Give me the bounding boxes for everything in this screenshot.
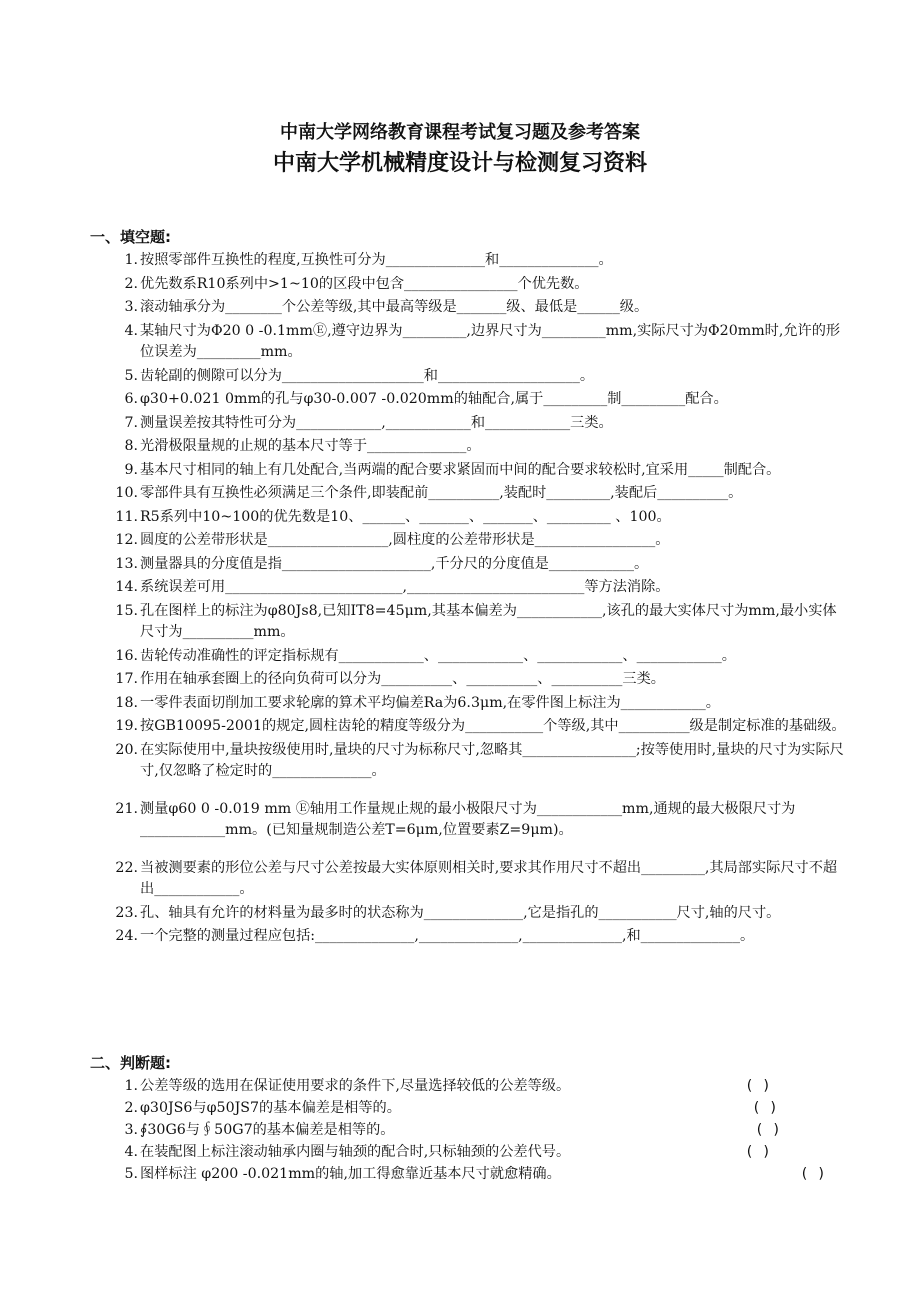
answer-blank[interactable]: ( ): [745, 1078, 771, 1094]
question-text: 按GB10095-2001的规定,圆柱齿轮的精度等级分为___________个等级,其中__________级是制定标准的基础级。: [140, 718, 846, 734]
question-text: 基本尺寸相同的轴上有几处配合,当两端的配合要求紧固而中间的配合要求较松时,宜采用_____制配合。: [140, 461, 781, 478]
question-text: 圆度的公差带形状是_________________,圆柱度的公差带形状是_________________。: [140, 532, 670, 548]
question-number: 19.: [115, 718, 138, 734]
question-text: 一个完整的测量过程应包括:______________,______________,______________,和______________。: [140, 928, 755, 944]
fill-in-question: [113, 460, 848, 482]
question-number: 3.: [124, 1122, 138, 1138]
question-text: R5系列中10~100的优先数是10、______、_______、_______、_________ 、100。: [140, 508, 671, 525]
question-text: 一零件表面切削加工要求轮廓的算术平均偏差Ra为6.3μm,在零件图上标注为____________。: [140, 694, 720, 711]
answer-blank[interactable]: ( ): [800, 1166, 826, 1182]
question-number: 15.: [115, 602, 138, 619]
question-number: 22.: [115, 859, 138, 876]
section-heading-fill-in: 一、填空题:: [90, 228, 171, 246]
question-text: 系统误差可用_________________________,_________________________等方法消除。: [140, 579, 670, 595]
fill-in-question: [113, 926, 848, 948]
question-text: 优先数系R10系列中>1~10的区段中包含________________个优先数。: [140, 275, 589, 292]
question-number: 10.: [115, 485, 138, 501]
question-number: 17.: [115, 671, 138, 687]
fill-in-question: [113, 858, 848, 901]
question-text: 作用在轴承套圈上的径向负荷可以分为__________、__________、__________三类。: [140, 671, 665, 687]
question-number: 9.: [124, 461, 138, 478]
question-number: 13.: [115, 555, 138, 572]
question-number: 14.: [115, 579, 138, 595]
fill-in-question: [113, 740, 848, 783]
fill-in-question: [113, 483, 848, 505]
question-number: 2.: [124, 1100, 138, 1116]
question-number: 23.: [115, 904, 138, 921]
question-text: 在装配图上标注滚动轴承内圈与轴颈的配合时,只标轴颈的公差代号。: [140, 1144, 571, 1160]
fill-in-question: [113, 297, 848, 319]
fill-in-question: [113, 577, 848, 599]
question-number: 5.: [124, 367, 138, 384]
fill-in-question: [113, 507, 848, 529]
question-text: 某轴尺寸为Φ20 0 -0.1mmⒺ,遵守边界为_________,边界尺寸为_________mm,实际尺寸为Φ20mm时,允许的形位误差为_________mm。: [140, 322, 841, 360]
question-number: 5.: [124, 1166, 138, 1182]
question-text: 零部件具有互换性必须满足三个条件,即装配前__________,装配时_________,装配后__________。: [140, 485, 743, 501]
fill-in-question: [113, 321, 848, 364]
true-false-question: [113, 1141, 848, 1163]
question-number: 1.: [124, 1078, 138, 1094]
fill-in-question: [113, 646, 848, 668]
fill-in-question: [113, 799, 848, 842]
question-number: 8.: [124, 438, 138, 454]
fill-in-question: [113, 554, 848, 576]
question-number: 7.: [124, 414, 138, 431]
fill-in-question: [113, 693, 848, 715]
true-false-question-list: [0, 1075, 920, 1185]
question-number: 6.: [124, 391, 138, 407]
question-text: 光滑极限量规的止规的基本尺寸等于______________。: [140, 438, 481, 454]
question-text: 测量φ60 0 -0.019 mm Ⓔ轴用工作量规止规的最小极限尺寸为____________mm,通规的最大极限尺寸为____________mm。(已知量规制造公差T=6μm,位置要素Z=9μm)。: [140, 800, 796, 838]
question-text: 孔在图样上的标注为φ80Js8,已知IT8=45μm,其基本偏差为____________,该孔的最大实体尺寸为mm,最小实体尺寸为__________mm。: [140, 602, 837, 640]
question-text: 按照零部件互换性的程度,互换性可分为______________和______________。: [140, 252, 613, 268]
question-number: 4.: [124, 322, 138, 339]
fill-in-question: [113, 389, 848, 411]
answer-blank[interactable]: ( ): [745, 1144, 771, 1160]
fill-in-question: [113, 366, 848, 388]
question-text: ∮30G6与∮50G7的基本偏差是相等的。: [140, 1122, 395, 1138]
question-text: 公差等级的选用在保证使用要求的条件下,尽量选择较低的公差等级。: [140, 1078, 571, 1094]
question-number: 18.: [115, 694, 138, 711]
fill-in-question: [113, 274, 848, 296]
question-number: 24.: [115, 928, 138, 944]
fill-in-question: [113, 436, 848, 458]
question-text: 滚动轴承分为________个公差等级,其中最高等级是_______级、最低是______级。: [140, 299, 649, 315]
question-text: 测量器具的分度值是指_____________________,千分尺的分度值是____________。: [140, 555, 649, 572]
document-subtitle: 中南大学机械精度设计与检测复习资料: [272, 151, 647, 176]
question-number: 11.: [115, 508, 138, 525]
question-number: 4.: [124, 1144, 138, 1160]
fill-in-question: [113, 530, 848, 552]
question-text: φ30+0.021 0mm的孔与φ30-0.007 -0.020mm的轴配合,属于_________制_________配合。: [140, 391, 728, 407]
question-text: 齿轮副的侧隙可以分为____________________和____________________。: [140, 367, 595, 384]
question-number: 3.: [124, 299, 138, 315]
true-false-question: [113, 1075, 848, 1097]
true-false-question: [113, 1097, 848, 1119]
fill-in-question: [113, 903, 848, 925]
section-heading-true-false: 二、判断题:: [90, 1054, 171, 1072]
question-number: 21.: [115, 800, 138, 817]
question-text: 齿轮传动准确性的评定指标规有____________、____________、____________、____________。: [140, 647, 736, 664]
question-number: 2.: [124, 275, 138, 292]
true-false-question: [113, 1119, 848, 1141]
question-number: 12.: [115, 532, 138, 548]
fill-in-question-list: [0, 248, 920, 948]
fill-in-question: [113, 250, 848, 272]
question-text: 孔、轴具有允许的材料量为最多时的状态称为______________,它是指孔的___________尺寸,轴的尺寸。: [140, 904, 781, 921]
question-text: 当被测要素的形位公差与尺寸公差按最大实体原则相关时,要求其作用尺寸不超出_________,其局部实际尺寸不超出____________。: [140, 859, 838, 897]
fill-in-question: [113, 716, 848, 738]
question-text: φ30JS6与φ50JS7的基本偏差是相等的。: [140, 1100, 401, 1116]
question-number: 1.: [124, 252, 138, 268]
fill-in-question: [113, 669, 848, 691]
fill-in-question: [113, 601, 848, 644]
question-text: 测量误差按其特性可分为____________,____________和____________三类。: [140, 414, 613, 431]
fill-in-question: [113, 413, 848, 435]
answer-blank[interactable]: ( ): [752, 1100, 778, 1116]
question-number: 16.: [115, 647, 138, 664]
question-text: 图样标注 φ200 -0.021mm的轴,加工得愈靠近基本尺寸就愈精确。: [140, 1166, 561, 1182]
answer-blank[interactable]: ( ): [755, 1122, 781, 1138]
document-title: 中南大学网络教育课程考试复习题及参考答案: [280, 122, 640, 143]
true-false-question: [113, 1163, 848, 1185]
question-number: 20.: [115, 741, 138, 758]
question-text: 在实际使用中,量块按级使用时,量块的尺寸为标称尺寸,忽略其________________;按等使用时,量块的尺寸为实际尺寸,仅忽略了检定时的______________。: [140, 741, 844, 779]
